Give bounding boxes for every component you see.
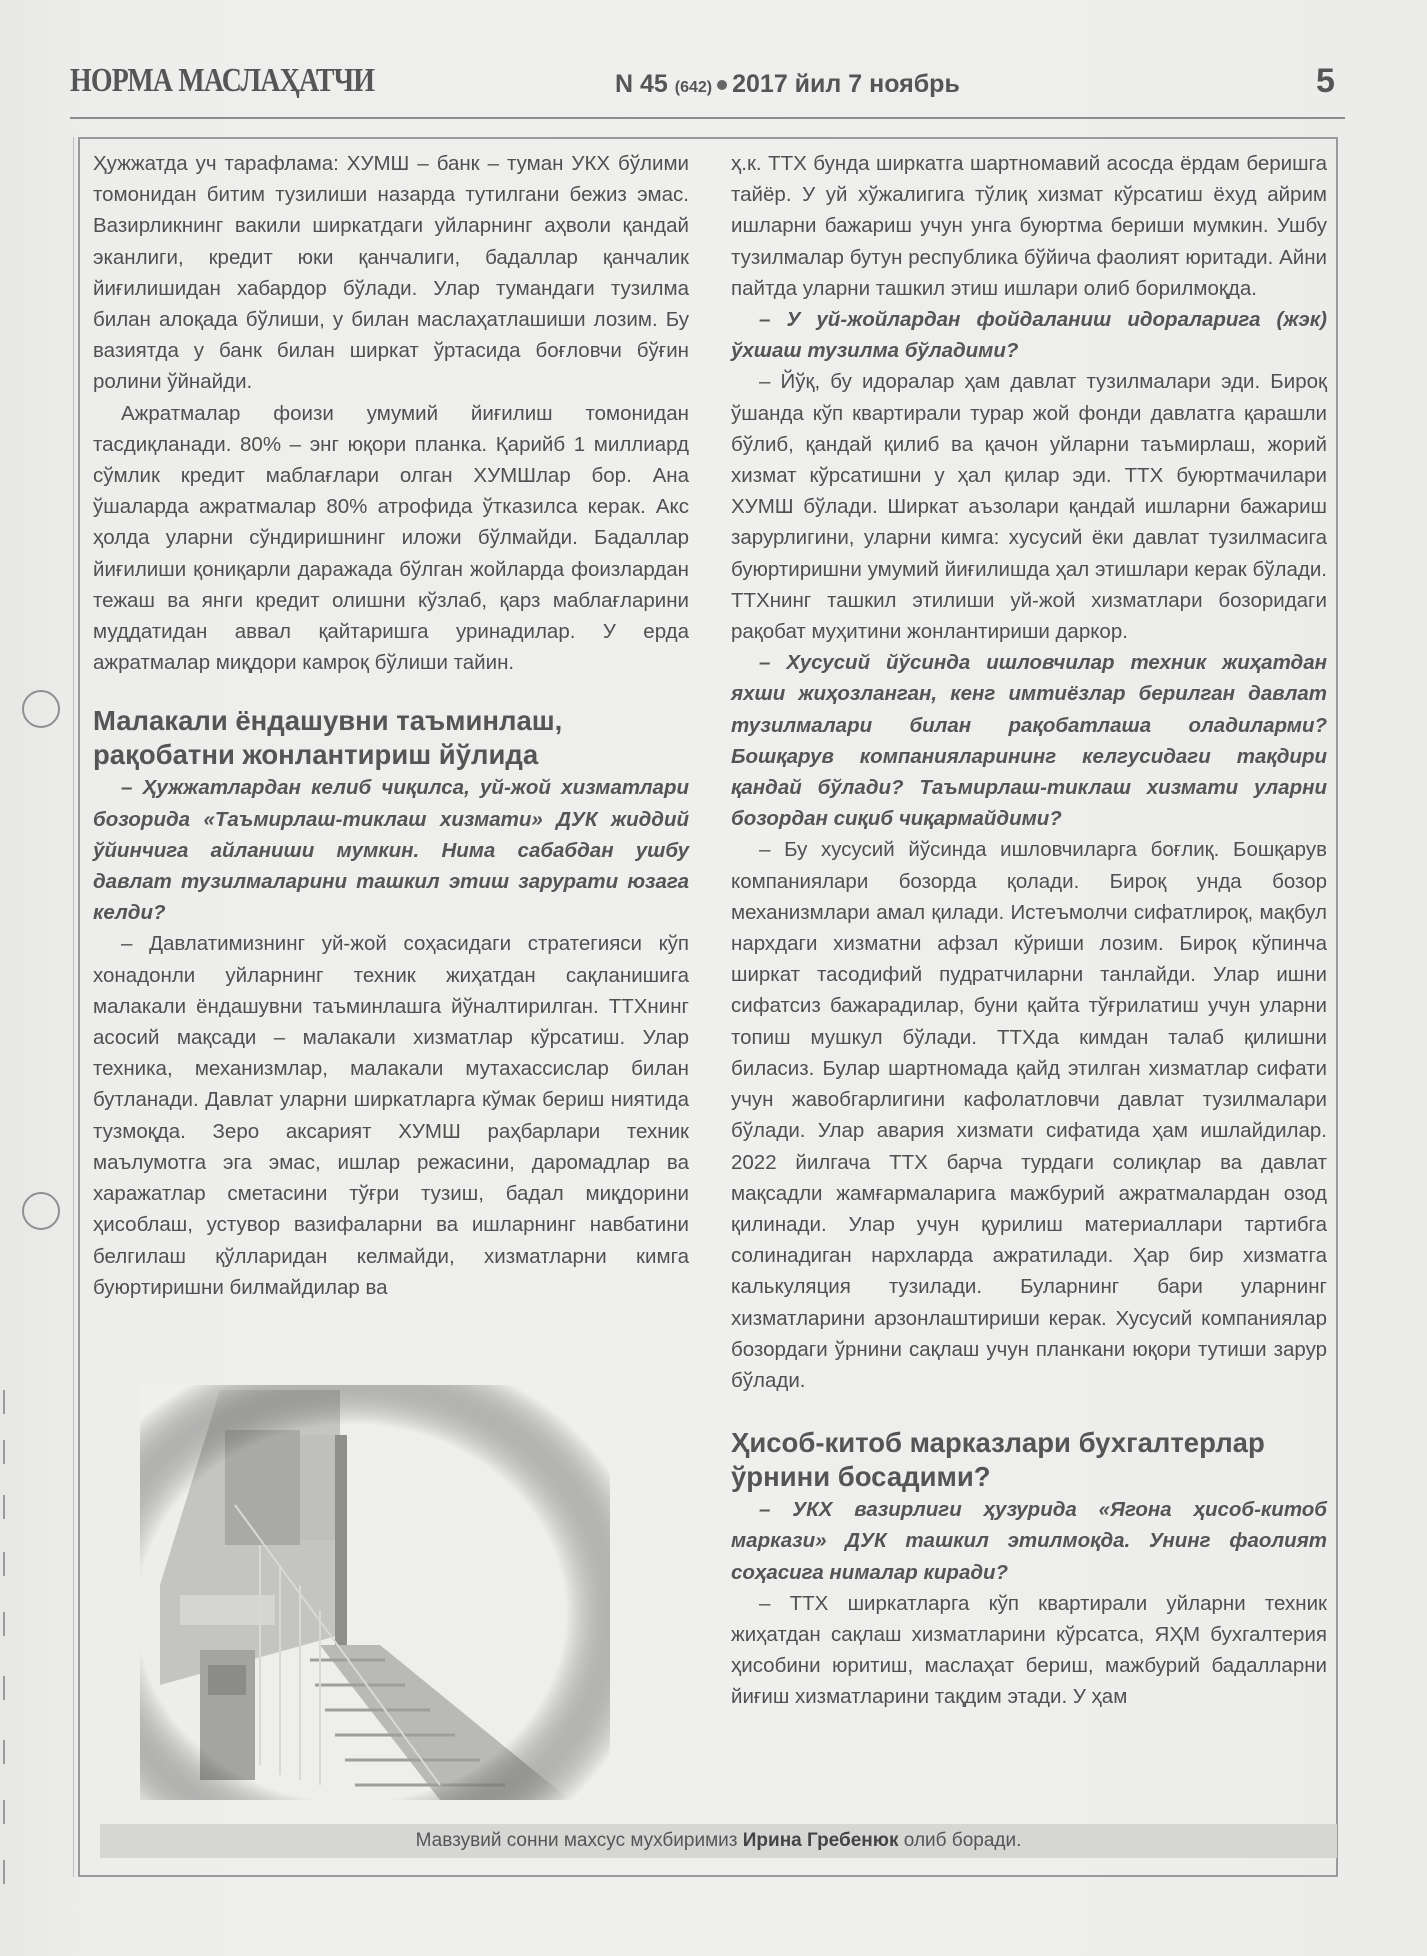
margin-tick: [3, 1612, 5, 1636]
interview-answer: – Бу хусусий йўсинда ишловчиларга боғлиқ. Бошқарув компаниялари бозорда қолади. Бироқ унда бозор механизмлари амал қилади. Истеъмолчи сифатлироқ, мақбул нархдаги хизматни афзал кўриши лозим. Бироқ кўпинча ширкат тасодифий пудратчиларни танлайди. Улар ишни сифатсиз бажарадилар, буни қайта тўғрилатиш учун уларни топиш мушкул бўлади. ТТХда кимдан талаб қилишни биласиз. Булар шартномада қайд этилган хизматлар сифати учун жавобгарлигини кафолатловчи давлат тузилмалари бўлади. Улар авария хизмати сифатида ҳам ишлайдилар. 2022 йилгача ТТХ барча турдаги солиқлар ва давлат мақсадли жамғармаларига мажбурий ажратмалардан озод қилинади. Улар учун қурилиш материаллари тартибга солинадиган нархларда ажратилади. Ҳар бир хизматга калькуляция тузилади. Буларнинг бари уларнинг хизматларини арзонлаштириши керак. Хусусий компаниялар бозордаги ўрнини сақлаш учун планкани юқори тутиши зарур бўлади.: [731, 838, 1327, 1392]
masthead: НОРМА МАСЛАҲАТЧИ: [70, 62, 375, 99]
binder-hole-icon: [22, 690, 60, 728]
margin-tick: [3, 1800, 5, 1824]
interview-question: – УКХ вазирлиги ҳузурида «Ягона ҳисоб-китоб маркази» ДУК ташкил этилмоқда. Унинг фаолият соҳасига нималар киради?: [731, 1498, 1327, 1584]
margin-tick: [3, 1676, 5, 1700]
margin-tick: [3, 1860, 5, 1884]
page-margin-line: [73, 137, 74, 1877]
section-heading: Ҳисоб-китоб марказлари бухгалтерлар ўрнини босадими?: [731, 1427, 1265, 1493]
margin-tick: [3, 1552, 5, 1576]
issue-date: 2017 йил 7 ноябрь: [732, 70, 960, 98]
interview-answer: – Йўқ, бу идоралар ҳам давлат тузилмалари эди. Бироқ ўшанда кўп квартирали турар жой фонди давлатга қарашли бўлиб, қандай қилиб ва қачон уйларни таъмирлаш, жорий хизмат кўрсатишни у ҳал қилар эди. ТТХ буюртмачилари ХУМШ бўлади. Ширкат аъзолари қандай ишларни бажариш зарурлигини, уларни кимга: хусусий ёки давлат тузилмасига буюртиришни умумий йиғилишда ҳал этишлари керак бўлади. ТТХнинг ташкил этилиши уй-жой хизматлари бозоридаги рақобат муҳитини жонлантириши даркор.: [731, 370, 1327, 644]
interview-question: – Ҳужжатлардан келиб чиқилса, уй-жой хизматлари бозорида «Таъмирлаш-тиклаш хизмати» ДУК жиддий ўйинчига айланиши мумкин. Нима сабабдан ушбу давлат тузилмаларини ташкил этиш зарурати юзага келди?: [93, 776, 689, 925]
left-column: [93, 148, 689, 1303]
paragraph: ҳ.к. ТТХ бунда ширкатга шартномавий асосда ёрдам беришга тайёр. У уй хўжалигига тўлиқ хизмат кўрсатиш ёхуд айрим ишларни бажариш учун унга буюртма бериши мумкин. Ушбу тузилмалар бутун республика бўйича фаолият юритади. Айни пайтда уларни ташкил этиш ишлари олиб борилмоқда.: [731, 152, 1327, 300]
interview-answer: – ТТХ ширкатларга кўп квартирали уйларни техник жиҳатдан сақлаш хизматларини кўрсатса, ЯҲМ бухгалтерия ҳисобини юритиш, маслаҳат бериш, мажбурий бадалларни йиғиш хизматларини тақдим этади. У ҳам: [731, 1591, 1327, 1709]
staircase-photo: [140, 1385, 610, 1800]
credit-suffix: олиб боради.: [903, 1830, 1022, 1851]
bullet-icon: [717, 80, 727, 90]
issue-number: N 45: [615, 70, 668, 98]
paragraph: Ҳужжатда уч тарафлама: ХУМШ – банк – туман УКХ бўлими томонидан битим тузилиши назарда тутилгани бежиз эмас. Вазирликнинг вакили ширкатдаги уйларнинг аҳволи қандай эканлиги, кредит юки қанчалиги, бадаллар қанчалик йиғилишидан хабардор бўлади. Улар тумандаги тузилма билан алоқада бўлиши, у билан маслаҳатлашиши лозим. Бу вазиятда у банк билан ширкат ўртасида боғловчи бўғин ролини ўйнайди.: [93, 152, 689, 394]
page-number: 5: [1316, 62, 1335, 100]
binder-hole-icon: [22, 1192, 60, 1230]
issue-info: [615, 70, 960, 99]
interview-question: – Хусусий йўсинда ишловчилар техник жиҳатдан яхши жиҳозланган, кенг имтиёзлар берилган давлат тузилмалари билан рақобатлаша оладиларми? Бошқарув компанияларининг келгусидаги тақдири қандай бўлади? Таъмирлаш-тиклаш хизмати уларни бозордан сиқиб чиқармайдими?: [731, 651, 1327, 831]
credit-prefix: Мавзувий сонни махсус мухбиримиз: [415, 1830, 738, 1851]
margin-tick: [3, 1495, 5, 1519]
header-rule: [70, 117, 1345, 119]
issue-total: (642): [674, 79, 713, 96]
interview-question: – У уй-жойлардан фойдаланиш идораларига (жэк) ўхшаш тузилма бўладими?: [731, 308, 1327, 363]
staircase-image-icon: [140, 1385, 610, 1800]
paragraph: Ажратмалар фоизи умумий йиғилиш томонидан тасдиқланади. 80% – энг юқори планка. Қарийб 1 миллиард сўмлик кредит маблағлари олган ХУМШлар бор. Ана ўшаларда ажратмалар 80% атрофида ўтказилса керак. Акс ҳолда уларни сўндиришнинг иложи бўлмайди. Бадаллар йиғилиши қониқарли даражада бўлган жойларда фоизлардан тежаш ва янги кредит олишни кўзлаб, қарз маблағларини муддатидан аввал қайтаришга уринадилар. У ерда ажратмалар миқдори камроқ бўлиши тайин.: [93, 401, 689, 675]
margin-tick: [3, 1440, 5, 1464]
interview-answer: – Давлатимизнинг уй-жой соҳасидаги стратегияси кўп хонадонли уйларнинг техник жиҳатдан сақланишига малакали ёндашувни таъминлашга йўналтирилган. ТТХнинг асосий мақсади – малакали хизматлар кўрсатиш. Улар техника, механизмлар, малакали мутахассислар билан бутланади. Давлат уларни ширкатларга кўмак бериш ниятида тузмоқда. Зеро аксарият ХУМШ раҳбарлари техник маълумотга эга эмас, ишлар режасини, даромадлар ва харажатлар сметасини тўғри тузиш, бадал миқдорини ҳисоблаш, устувор вазифаларни ва ишларнинг навбатини белгилаш қўлларидан келмайди, хизматларни кимга буюртиришни билмайдилар ва: [93, 932, 689, 1299]
author-name: Ирина Гребенюк: [742, 1830, 899, 1851]
section-heading: Малакали ёндашувни таъминлаш, рақобатни жонлантириш йўлида: [93, 705, 563, 771]
author-credit-bar: [100, 1824, 1337, 1858]
right-column: [731, 148, 1327, 1713]
margin-tick: [3, 1740, 5, 1764]
margin-tick: [3, 1390, 5, 1414]
